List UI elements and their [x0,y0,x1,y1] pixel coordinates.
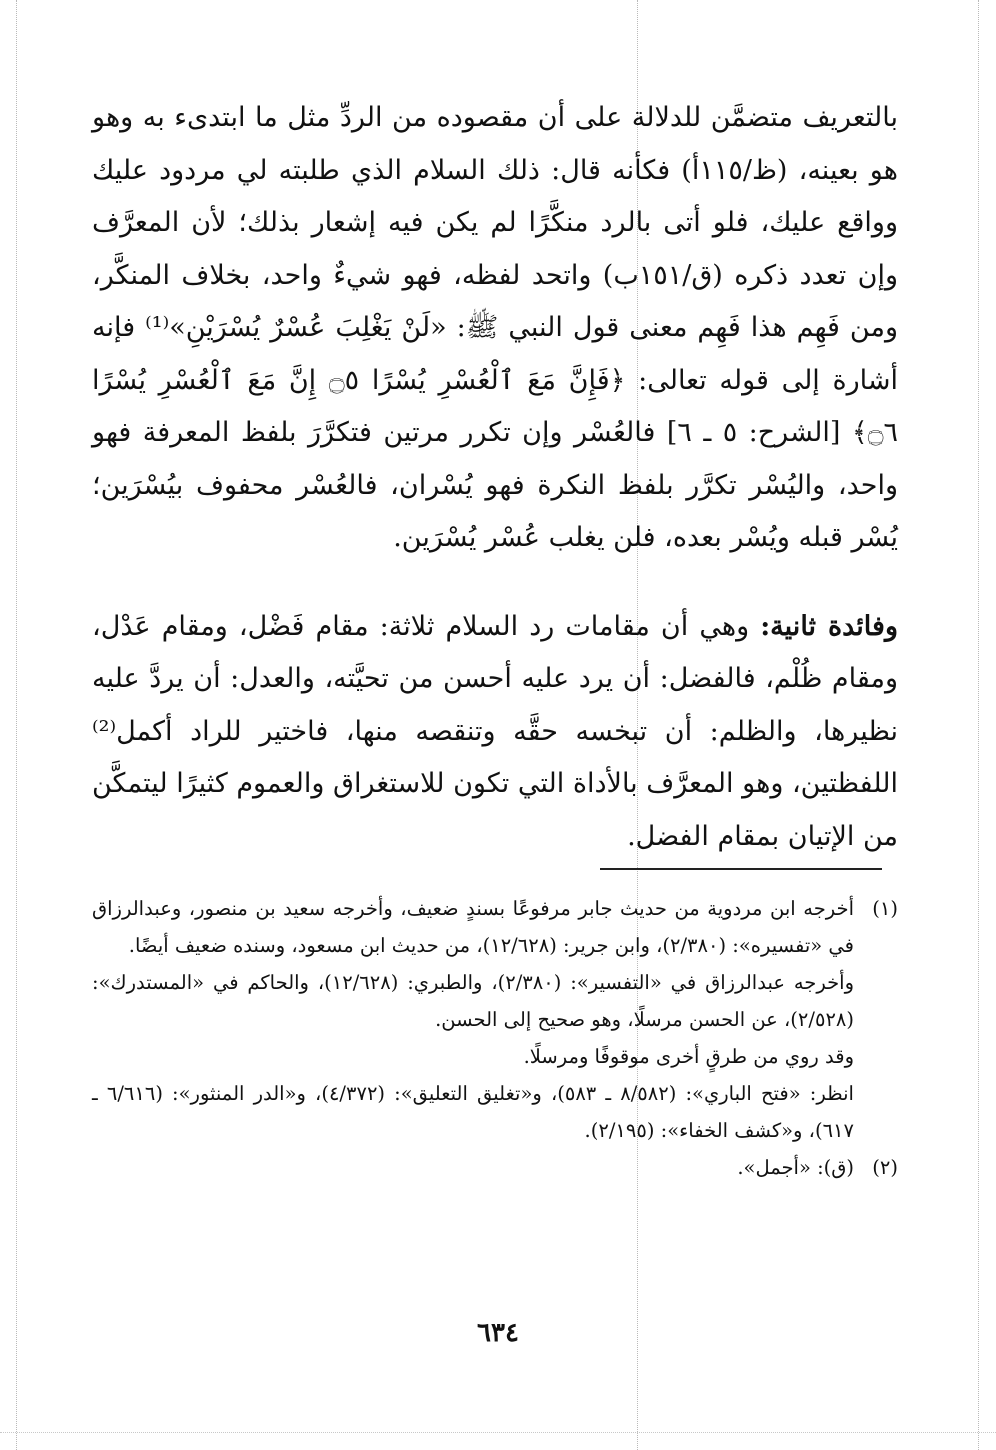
footnote-2 [92,1149,898,1186]
scan-guide-line [0,1432,996,1433]
paragraph-1: بالتعريف متضمَّن للدلالة على أن مقصوده من الردِّ مثل ما ابتدىء به وهو هو بعينه، (ظ/١١٥أ) فكأنه قال: ذلك السلام الذي طلبته لي مردود عليك وواقع عليك، فلو أتى بالرد منكَّرًا لم يكن فيه إشعار بذلك؛ لأن المعرَّف وإن تعدد ذكره (ق/١٥١ب) واتحد لفظه، فهو شيءٌ واحد، بخلاف المنكَّر، ومن فَهِم هذا فَهِم معنى قول النبي ﷺ: «لَنْ يَغْلِبَ عُسْرٌ يُسْرَيْنِ»⁽¹⁾ فإنه أشارة إلى قوله تعالى: ﴿فَإِنَّ مَعَ ٱلْعُسْرِ يُسْرًا ۝٥ إِنَّ مَعَ ٱلْعُسْرِ يُسْرًا ۝٦﴾ [الشرح: ٥ ـ ٦] فالعُسْر وإن تكرر مرتين فتكرَّرَ بلفظ المعرفة فهو واحد، واليُسْر تكرَّر بلفظ النكرة فهو يُسْران، فالعُسْر محفوف بيُسْرَين؛ يُسْر قبله ويُسْر بعده، فلن يغلب عُسْر يُسْرَين. [92,102,899,553]
footnotes [92,890,898,1186]
footnote-body [92,890,854,1149]
footnote-paragraph: انظر: «فتح الباري»: (٨/٥٨٢ ـ ٥٨٣)، و«تغليق التعليق»: (٤/٣٧٢)، و«الدر المنثور»: (٦/٦١٦ ـ ٦١٧)، و«كشف الخفاء»: (٢/١٩٥). [92,1082,854,1142]
footnote-number: (٢) [872,1156,898,1179]
main-text [92,92,898,863]
footnote-body [92,1149,854,1186]
footnote-number: (١) [872,897,898,920]
footnote-paragraph: وأخرجه عبدالرزاق في «التفسير»: (٢/٣٨٠)، والطبري: (١٢/٦٢٨)، والحاكم في «المستدرك»: (٢/٥٢٨)، عن الحسن مرسلًا، وهو صحيح إلى الحسن. [92,971,854,1031]
page-number: ٦٣٤ [477,1318,519,1348]
footnote-separator [600,868,882,870]
footnote-paragraph: (ق): «أجمل». [737,1156,854,1179]
footnote-paragraph: أخرجه ابن مردوية من حديث جابر مرفوعًا بسندٍ ضعيف، وأخرجه سعيد بن منصور، وعبدالرزاق في «تفسيره»: (٢/٣٨٠)، وابن جرير: (١٢/٦٢٨)، من حديث ابن مسعود، وسنده ضعيف أيضًا. [92,897,854,957]
scan-guide-line [16,0,17,1450]
paragraph-2-text: وهي أن مقامات رد السلام ثلاثة: مقام فَضْل، ومقام عَدْل، ومقام ظُلْم، فالفضل: أن يرد عليه أحسن من تحيَّته، والعدل: أن يردَّ عليه نظيرها، والظلم: أن تبخسه حقَّه وتنقصه منها، فاختير للراد أكمل⁽²⁾ اللفظتين، وهو المعرَّف بالأداة التي تكون للاستغراق والعموم كثيرًا ليتمكَّن من الإتيان بمقام الفضل. [92,610,898,852]
paragraph-2-lead: وفائدة ثانية: [760,610,898,642]
paragraph-2 [92,601,898,864]
footnote-1 [92,890,898,1149]
paragraph-gap [92,565,898,601]
footnote-paragraph: وقد روي من طرقٍ أخرى موقوفًا ومرسلًا. [523,1045,854,1068]
scan-guide-line [978,0,979,1450]
